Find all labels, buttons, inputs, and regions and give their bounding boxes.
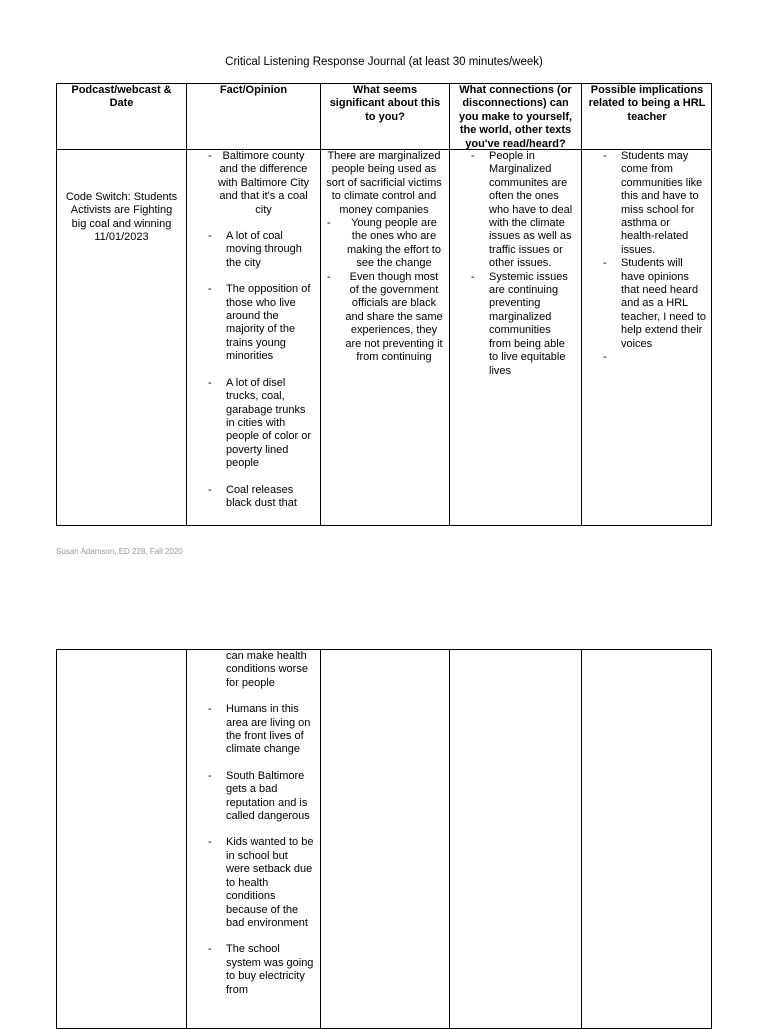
podcast-cell (57, 191, 186, 245)
column-divider (581, 650, 582, 1028)
fact-item: - Kids wanted to be in school but were setback due to health conditions because of the bad environment (187, 836, 314, 930)
significant-item: - There are marginalized people being used as sort of sacrificial victims to climate control and money companies (323, 150, 443, 217)
fact-item: - The opposition of those who live around the majority of the trains young minorities (187, 283, 314, 363)
header-significant: What seems significant about this to you? (329, 84, 441, 123)
page-title: Critical Listening Response Journal (at least 30 minutes/week) (225, 56, 543, 68)
fact-item: - South Baltimore gets a bad reputation and is called dangerous (187, 770, 314, 824)
column-divider (320, 650, 321, 1028)
facts-cell (187, 150, 320, 523)
significant-cell (321, 150, 449, 365)
header-fact-opinion: Fact/Opinion (219, 84, 288, 96)
header-implications: Possible implications related to being a HRL teacher (588, 84, 706, 123)
header-connections: What connections (or disconnections) can you make to yourself, the world, other texts you've read/heard? (458, 84, 573, 150)
connection-item: - Systemic issues are continuing preventing marginalized communities from being able to live equitable lives (450, 271, 575, 378)
header-podcast: Podcast/webcast & Date (71, 84, 172, 110)
journal-table-page-2 (56, 649, 712, 1029)
podcast-title-line: Activists are Fighting (70, 204, 173, 217)
fact-item-continuation: can make health conditions worse for people (226, 650, 308, 689)
implications-cell (582, 150, 712, 364)
connections-cell (450, 150, 581, 378)
implication-item: - Students will have opinions that need heard and as a HRL teacher, I need to help extend their voices (582, 257, 706, 351)
facts-cell-continued (187, 650, 320, 1010)
fact-item: - The school system was going to buy electricity from (187, 943, 314, 997)
page-footer: Susan Adamson, ED 228, Fall 2020 (56, 547, 183, 556)
fact-item: - A lot of coal moving through the city (187, 230, 314, 270)
fact-item: - Coal releases black dust that (187, 484, 314, 511)
implication-item (582, 351, 706, 364)
podcast-date: 11/01/2023 (94, 231, 149, 244)
column-divider (449, 650, 450, 1028)
fact-item: - Baltimore county and the difference with Baltimore City and that it's a coal city (187, 150, 314, 217)
journal-table-page-1 (56, 83, 712, 526)
significant-item: - Even though most of the government officials are black and share the same experiences, they are not preventing it from continuing (323, 271, 443, 365)
connection-item: - People in Marginalized communites are often the ones who have to deal with the climate issues as well as traffic issues or other issues. (450, 150, 575, 271)
fact-item: - Humans in this area are living on the front lives of climate change (187, 703, 314, 757)
podcast-title-line: Code Switch: Students (65, 191, 178, 203)
podcast-title-line: big coal and winning (71, 217, 172, 230)
implication-item: - Students may come from communities like this and have to miss school for asthma or health-related issues. (582, 150, 706, 257)
significant-item: - Young people are the ones who are making the effort to see the change (323, 217, 443, 271)
fact-item: - A lot of disel trucks, coal, garabage trunks in cities with people of color or poverty lined people (187, 377, 314, 471)
